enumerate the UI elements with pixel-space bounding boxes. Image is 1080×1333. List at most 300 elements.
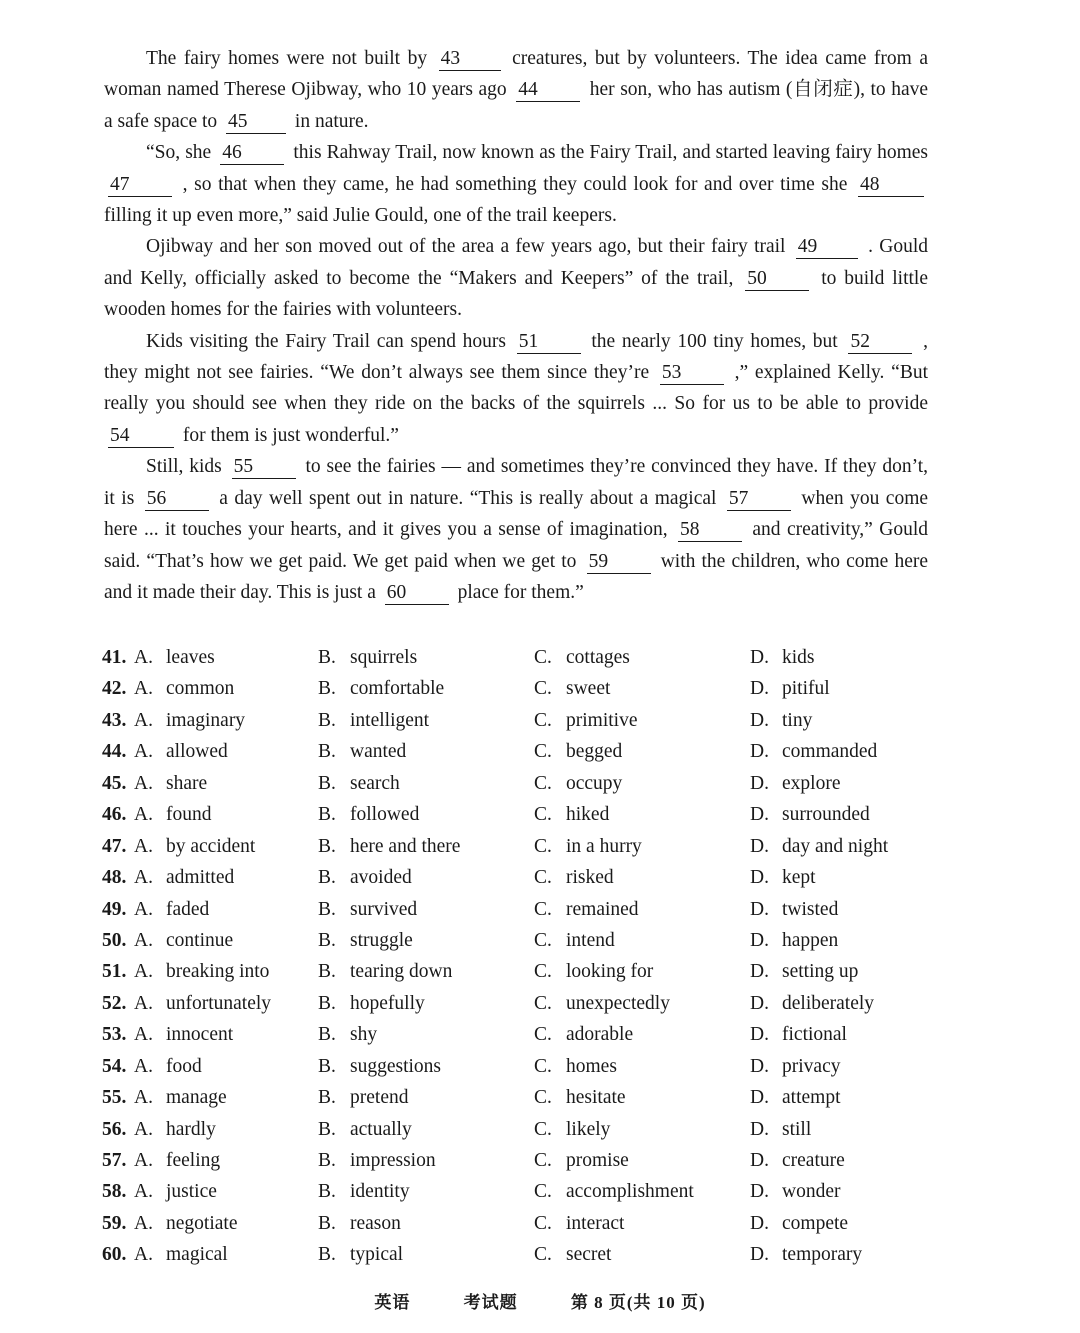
option-text: sweet	[566, 678, 611, 700]
option-c	[534, 642, 630, 673]
option-a	[134, 1176, 217, 1207]
option-text: identity	[350, 1181, 410, 1203]
option-text: manage	[166, 1087, 227, 1109]
option-letter: D.	[750, 772, 769, 794]
option-d	[750, 1239, 862, 1270]
option-text: admitted	[166, 867, 235, 889]
option-text: surrounded	[782, 804, 870, 826]
option-text: share	[166, 772, 208, 794]
option-d	[750, 673, 830, 704]
option-text: search	[350, 772, 400, 794]
option-letter: D.	[750, 898, 769, 920]
option-c	[534, 705, 638, 736]
option-letter: C.	[534, 772, 552, 794]
question-number: 41.	[102, 647, 127, 668]
option-d	[750, 736, 877, 767]
option-text: survived	[350, 898, 418, 920]
option-b	[318, 1208, 401, 1239]
question-number: 55.	[102, 1087, 127, 1109]
passage-text: Kids visiting the Fairy Trail can spend hours	[146, 330, 506, 352]
option-text: by accident	[166, 835, 256, 857]
passage-text: The fairy homes were not built by	[146, 48, 428, 69]
option-letter: B.	[318, 741, 336, 763]
option-a	[134, 1051, 202, 1082]
option-text: actually	[350, 1118, 412, 1140]
option-a	[134, 642, 215, 673]
passage-paragraph	[104, 451, 928, 608]
option-a	[134, 705, 245, 736]
option-b	[318, 799, 419, 830]
option-text: negotiate	[166, 1212, 238, 1234]
question-row	[102, 862, 932, 893]
question-number: 51.	[102, 961, 127, 983]
blank-59: 59	[587, 551, 651, 574]
option-b	[318, 1082, 408, 1113]
question-row	[102, 956, 932, 987]
option-letter: A.	[134, 992, 153, 1014]
option-text: remained	[566, 898, 639, 920]
option-letter: D.	[750, 961, 769, 983]
option-text: magical	[166, 1244, 228, 1266]
option-letter: C.	[534, 1024, 552, 1046]
option-text: promise	[566, 1150, 629, 1171]
passage-paragraph	[104, 326, 928, 452]
option-letter: D.	[750, 1150, 769, 1171]
option-d	[750, 1208, 848, 1239]
question-number: 58.	[102, 1181, 127, 1203]
option-text: occupy	[566, 772, 623, 794]
option-letter: C.	[534, 1244, 552, 1266]
option-letter: B.	[318, 1118, 336, 1140]
option-text: accomplishment	[566, 1181, 694, 1203]
passage-paragraph	[104, 137, 928, 231]
option-letter: D.	[750, 1181, 769, 1203]
passage-text: her son, who has autism (自闭症), to have a safe space to	[104, 79, 929, 132]
option-d	[750, 768, 840, 799]
option-letter: D.	[750, 929, 769, 951]
option-a	[134, 1208, 237, 1239]
option-letter: A.	[134, 1244, 153, 1266]
option-text: still	[782, 1118, 812, 1140]
option-text: unfortunately	[166, 992, 272, 1014]
option-text: kept	[782, 867, 816, 889]
option-letter: A.	[134, 1024, 153, 1046]
question-row	[102, 642, 932, 673]
question-number: 50.	[102, 929, 127, 951]
option-letter: C.	[534, 961, 552, 983]
option-letter: A.	[134, 1118, 153, 1140]
option-letter: A.	[134, 772, 153, 794]
option-text: leaves	[166, 647, 215, 668]
option-text: tiny	[782, 709, 813, 731]
option-letter: D.	[750, 992, 769, 1014]
option-c	[534, 799, 609, 830]
option-text: creature	[782, 1150, 845, 1171]
question-row	[102, 1114, 932, 1145]
question-row	[102, 925, 932, 956]
option-a	[134, 1239, 228, 1270]
option-c	[534, 1019, 633, 1050]
question-row	[102, 1145, 932, 1176]
option-letter: D.	[750, 678, 769, 700]
option-a	[134, 1019, 233, 1050]
option-text: compete	[782, 1212, 849, 1234]
option-text: allowed	[166, 741, 228, 763]
question-number: 48.	[102, 867, 127, 889]
option-letter: A.	[134, 1181, 153, 1203]
option-d	[750, 988, 874, 1019]
option-b	[318, 1114, 412, 1145]
option-a	[134, 1114, 216, 1145]
option-letter: B.	[318, 992, 336, 1014]
blank-53: 53	[660, 362, 724, 385]
option-d	[750, 1114, 811, 1145]
option-text: happen	[782, 929, 839, 951]
option-text: faded	[166, 898, 210, 920]
option-b	[318, 768, 400, 799]
passage-text: in nature.	[294, 110, 369, 132]
option-text: kids	[782, 647, 815, 668]
question-number: 43.	[102, 709, 127, 731]
option-text: wanted	[350, 741, 407, 763]
passage-text: creatures, but by volunteers. The idea came from a woman named Therese Ojibway, who 10 years ago	[104, 48, 928, 101]
passage-text: place for them.”	[457, 581, 584, 603]
option-text: pitiful	[782, 678, 830, 700]
option-d	[750, 1019, 847, 1050]
option-text: temporary	[782, 1244, 863, 1266]
option-letter: B.	[318, 1150, 336, 1171]
option-c	[534, 1176, 694, 1207]
option-letter: D.	[750, 647, 769, 668]
blank-45: 45	[226, 111, 286, 134]
option-letter: A.	[134, 678, 153, 700]
blank-52: 52	[848, 331, 912, 354]
blank-50: 50	[745, 268, 809, 291]
option-text: secret	[566, 1244, 612, 1266]
option-text: attempt	[782, 1087, 841, 1109]
option-text: wonder	[782, 1181, 841, 1203]
question-number: 45.	[102, 772, 127, 794]
option-text: comfortable	[350, 678, 445, 700]
question-row	[102, 799, 932, 830]
option-letter: A.	[134, 867, 153, 889]
blank-58: 58	[678, 519, 742, 542]
option-letter: B.	[318, 867, 336, 889]
passage-text: , so that when they came, he had something they could look for and over time she	[182, 173, 848, 195]
option-letter: C.	[534, 709, 552, 731]
passage-text: to see the fairies — and sometimes they’re convinced they have. If they don’t, it is	[104, 456, 929, 509]
option-d	[750, 1051, 840, 1082]
option-text: deliberately	[782, 992, 875, 1014]
question-row	[102, 736, 932, 767]
answer-options	[102, 642, 932, 1271]
option-a	[134, 1082, 227, 1113]
option-a	[134, 673, 234, 704]
question-row	[102, 1239, 932, 1270]
option-d	[750, 642, 815, 673]
option-c	[534, 1051, 617, 1082]
option-b	[318, 705, 429, 736]
passage-text: Still, kids	[146, 456, 222, 478]
option-d	[750, 1176, 840, 1207]
question-row	[102, 1051, 932, 1082]
option-c	[534, 831, 642, 862]
passage-text: with the children, who come here and it made their day. This is just a	[104, 550, 929, 603]
blank-56: 56	[145, 488, 209, 511]
option-text: innocent	[166, 1024, 234, 1046]
blank-49: 49	[796, 236, 858, 259]
option-letter: A.	[134, 961, 153, 983]
option-letter: C.	[534, 1118, 552, 1140]
question-number: 46.	[102, 804, 127, 826]
option-a	[134, 894, 209, 925]
passage-text: for them is just wonderful.”	[182, 424, 399, 446]
option-a	[134, 956, 269, 987]
option-letter: B.	[318, 772, 336, 794]
option-letter: A.	[134, 741, 153, 763]
passage-text: Ojibway and her son moved out of the area a few years ago, but their fairy trail	[146, 236, 786, 258]
passage-text: ,” explained Kelly. “But really you should see when they ride on the backs of the squirrels ... So for us to be able to provide	[104, 362, 929, 415]
question-number: 54.	[102, 1055, 127, 1077]
option-text: in a hurry	[566, 835, 642, 857]
question-number: 47.	[102, 835, 127, 857]
option-letter: B.	[318, 835, 336, 857]
option-a	[134, 768, 207, 799]
option-letter: A.	[134, 709, 153, 731]
option-letter: A.	[134, 1150, 153, 1171]
option-letter: C.	[534, 1150, 552, 1171]
option-c	[534, 1208, 624, 1239]
option-letter: C.	[534, 929, 552, 951]
question-number: 60.	[102, 1244, 127, 1266]
option-text: avoided	[350, 867, 412, 889]
option-b	[318, 894, 417, 925]
option-letter: D.	[750, 1244, 769, 1266]
option-text: begged	[566, 741, 623, 763]
option-b	[318, 925, 413, 956]
question-row	[102, 1019, 932, 1050]
option-text: hardly	[166, 1118, 216, 1140]
option-d	[750, 894, 838, 925]
option-letter: C.	[534, 835, 552, 857]
option-c	[534, 1114, 610, 1145]
option-letter: A.	[134, 804, 153, 826]
option-text: primitive	[566, 709, 638, 731]
option-c	[534, 1145, 629, 1176]
option-b	[318, 956, 452, 987]
option-text: privacy	[782, 1055, 841, 1077]
option-letter: C.	[534, 867, 552, 889]
question-number: 53.	[102, 1024, 127, 1046]
question-row	[102, 988, 932, 1019]
option-c	[534, 988, 670, 1019]
blank-60: 60	[385, 582, 449, 605]
option-letter: B.	[318, 678, 336, 700]
option-a	[134, 831, 255, 862]
option-d	[750, 1082, 840, 1113]
option-d	[750, 831, 888, 862]
option-letter: C.	[534, 992, 552, 1014]
option-text: continue	[166, 929, 234, 951]
option-text: imaginary	[166, 709, 246, 731]
option-letter: C.	[534, 647, 552, 668]
option-text: commanded	[782, 741, 878, 763]
option-text: intelligent	[350, 709, 430, 731]
option-letter: C.	[534, 804, 552, 826]
option-c	[534, 768, 622, 799]
option-letter: C.	[534, 741, 552, 763]
option-text: food	[166, 1055, 202, 1077]
blank-55: 55	[232, 456, 296, 479]
option-letter: D.	[750, 835, 769, 857]
option-letter: B.	[318, 709, 336, 731]
option-letter: B.	[318, 1212, 336, 1234]
footer-label: 考试题	[463, 1293, 518, 1312]
blank-51: 51	[517, 331, 581, 354]
option-d	[750, 925, 838, 956]
option-text: squirrels	[350, 647, 418, 668]
blank-47: 47	[108, 174, 172, 197]
option-text: fictional	[782, 1024, 847, 1046]
passage-text: this Rahway Trail, now known as the Fairy Trail, and started leaving fairy homes	[293, 142, 929, 164]
option-letter: B.	[318, 1244, 336, 1266]
option-text: typical	[350, 1244, 404, 1266]
option-c	[534, 894, 639, 925]
option-letter: D.	[750, 804, 769, 826]
blank-44: 44	[516, 79, 580, 102]
option-letter: C.	[534, 1181, 552, 1203]
blank-46: 46	[220, 142, 284, 165]
option-letter: C.	[534, 1055, 552, 1077]
option-a	[134, 799, 212, 830]
option-text: pretend	[350, 1087, 409, 1109]
option-text: tearing down	[350, 961, 453, 983]
question-row	[102, 768, 932, 799]
option-c	[534, 925, 615, 956]
option-c	[534, 1239, 611, 1270]
option-text: looking for	[566, 961, 654, 983]
option-text: setting up	[782, 961, 859, 983]
passage-text: “So, she	[146, 142, 212, 164]
option-letter: C.	[534, 1087, 552, 1109]
footer-subject: 英语	[374, 1293, 411, 1312]
option-text: hesitate	[566, 1087, 626, 1109]
passage-text: the nearly 100 tiny homes, but	[591, 330, 838, 352]
option-b	[318, 1019, 377, 1050]
passage-text: , they might not see fairies. “We don’t always see them since they’re	[104, 330, 929, 384]
option-letter: C.	[534, 898, 552, 920]
question-number: 56.	[102, 1118, 127, 1140]
option-text: risked	[566, 867, 614, 889]
option-letter: D.	[750, 709, 769, 731]
option-letter: A.	[134, 1087, 153, 1109]
option-letter: A.	[134, 898, 153, 920]
option-text: struggle	[350, 929, 413, 951]
passage-text: . Gould and Kelly, officially asked to become the “Makers and Keepers” of the trail,	[104, 236, 928, 289]
footer-page-number: 第 8 页(共 10 页)	[570, 1293, 706, 1312]
question-number: 59.	[102, 1212, 127, 1234]
option-c	[534, 1082, 626, 1113]
option-text: followed	[350, 804, 420, 826]
passage-text: filling it up even more,” said Julie Gould, one of the trail keepers.	[104, 205, 617, 227]
option-text: common	[166, 678, 235, 700]
option-text: explore	[782, 772, 841, 794]
option-text: breaking into	[166, 961, 270, 983]
option-letter: D.	[750, 1024, 769, 1046]
question-number: 44.	[102, 741, 127, 763]
option-text: adorable	[566, 1024, 634, 1046]
option-b	[318, 642, 417, 673]
passage-text: when you come here ... it touches your hearts, and it gives you a sense of imagination,	[104, 487, 929, 541]
option-a	[134, 862, 234, 893]
passage-text: and creativity,” Gould said. “That’s how we get paid. We get paid when we get to	[104, 519, 928, 572]
question-number: 49.	[102, 898, 127, 920]
question-number: 42.	[102, 678, 127, 700]
option-text: feeling	[166, 1150, 221, 1171]
option-c	[534, 736, 622, 767]
question-row	[102, 831, 932, 862]
option-letter: D.	[750, 867, 769, 889]
option-letter: B.	[318, 647, 336, 668]
option-b	[318, 1239, 403, 1270]
cloze-passage	[104, 43, 928, 608]
question-row	[102, 894, 932, 925]
option-d	[750, 862, 816, 893]
blank-57: 57	[727, 488, 791, 511]
option-letter: C.	[534, 1212, 552, 1234]
option-b	[318, 673, 444, 704]
option-b	[318, 1145, 436, 1176]
option-text: here and there	[350, 835, 461, 857]
option-b	[318, 988, 425, 1019]
option-b	[318, 1176, 410, 1207]
passage-text: to build little wooden homes for the fairies with volunteers.	[104, 267, 929, 321]
option-text: intend	[566, 929, 615, 951]
option-letter: B.	[318, 1087, 336, 1109]
option-a	[134, 736, 228, 767]
option-letter: D.	[750, 741, 769, 763]
option-letter: B.	[318, 961, 336, 983]
passage-paragraph	[104, 231, 928, 325]
option-text: homes	[566, 1055, 617, 1077]
option-letter: B.	[318, 1024, 336, 1046]
passage-paragraph	[104, 43, 928, 137]
option-text: shy	[350, 1024, 378, 1046]
option-d	[750, 799, 870, 830]
page-footer	[0, 1288, 1080, 1313]
option-letter: B.	[318, 929, 336, 951]
question-row	[102, 1176, 932, 1207]
option-a	[134, 925, 233, 956]
option-a	[134, 988, 271, 1019]
option-text: found	[166, 804, 212, 826]
option-text: day and night	[782, 835, 889, 857]
blank-54: 54	[108, 425, 174, 448]
option-text: justice	[166, 1181, 217, 1203]
option-c	[534, 673, 610, 704]
option-letter: D.	[750, 1118, 769, 1140]
question-row	[102, 1082, 932, 1113]
option-letter: D.	[750, 1055, 769, 1077]
option-letter: A.	[134, 1055, 153, 1077]
question-number: 57.	[102, 1150, 127, 1171]
option-letter: A.	[134, 647, 153, 668]
option-text: cottages	[566, 647, 630, 668]
option-text: unexpectedly	[566, 992, 670, 1014]
option-text: twisted	[782, 898, 839, 920]
question-number: 52.	[102, 992, 127, 1014]
option-text: hiked	[566, 804, 610, 826]
